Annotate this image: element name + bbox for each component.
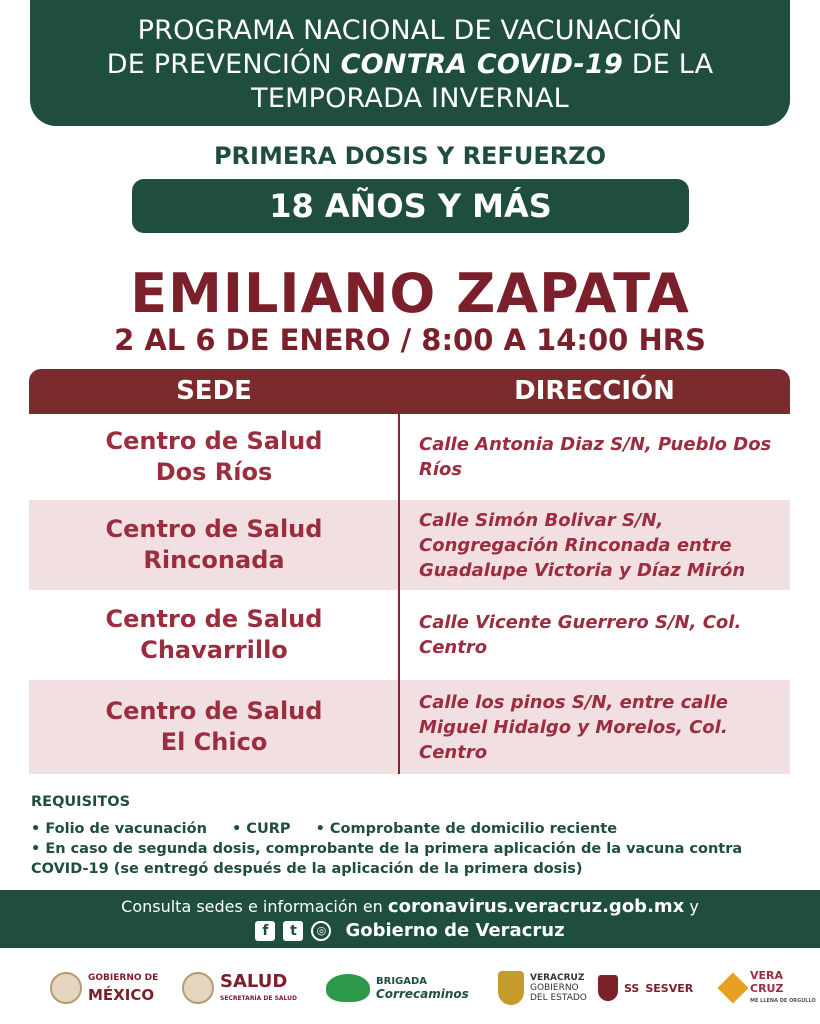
table-row [29,680,790,774]
logo-mexico-line-2: MÉXICO [88,985,155,1004]
table-row [29,590,790,680]
logo-brigada-line-2: Correcaminos [376,987,469,1001]
header-line-2-post: DE LA [622,49,714,80]
facebook-icon[interactable]: f [255,921,275,941]
table-row [29,414,790,500]
sites-table-header [29,369,790,414]
site-name-line-1: Centro de Salud [105,697,323,725]
footer-band [0,890,820,948]
government-name: Gobierno de Veracruz [345,920,565,941]
twitter-icon[interactable]: t [283,921,303,941]
requirement-item: • Comprobante de domicilio reciente [315,821,618,837]
logo-ss: SS [624,981,640,995]
table-row [29,500,790,590]
requirement-item: • CURP [231,821,291,837]
eagle-seal-icon [182,972,214,1004]
salud-logo [182,966,297,1010]
site-name-line-2: El Chico [160,728,268,756]
site-name-line-2: Chavarrillo [140,636,288,664]
logo-salud-line-1: SALUD [220,970,288,992]
logo-veracruz-line-1: VERACRUZ [530,973,585,983]
ss-shield-icon [598,975,618,1001]
sesver-logo [598,966,693,1010]
site-name-line-1: Centro de Salud [105,427,323,455]
header-line-2 [30,48,790,82]
schedule-dates: 2 AL 6 DE ENERO / 8:00 A 14:00 HRS [114,323,706,357]
requirements-list [31,819,791,839]
logo-salud-line-2: SECRETARÍA DE SALUD [220,994,297,1002]
dose-subtitle: PRIMERA DOSIS Y REFUERZO [213,142,607,170]
site-address: Calle los pinos S/N, entre calle Miguel Hidalgo y Morelos, Col. Centro [419,691,728,763]
site-name [29,590,399,680]
site-name-line-1: Centro de Salud [105,605,323,633]
column-header-sede: SEDE [176,376,252,406]
site-address: Calle Simón Bolivar S/N, Congregación Rinconada entre Guadalupe Victoria y Díaz Mirón [419,509,746,581]
municipality-title: EMILIANO ZAPATA [130,262,690,325]
site-name-line-1: Centro de Salud [105,515,323,543]
column-header-direccion: DIRECCIÓN [514,376,675,406]
header-line-2-bold: CONTRA COVID-19 [340,49,623,80]
logo-veracruz-line-3: DEL ESTADO [530,993,587,1003]
instagram-icon[interactable]: ◎ [311,921,331,941]
site-address: Calle Antonia Diaz S/N, Pueblo Dos Ríos [419,434,772,480]
logo-vc-line-3: ME LLENA DE ORGULLO [750,997,816,1004]
column-divider [398,414,400,774]
site-address: Calle Vicente Guerrero S/N, Col. Centro [419,612,742,658]
age-group-badge: 18 AÑOS Y MÁS [132,179,689,233]
campaign-header [30,0,790,126]
site-name [29,414,399,500]
logo-vc-line-2: CRUZ [750,981,784,995]
state-shield-icon [498,971,524,1005]
logo-mexico-line-1: GOBIERNO DE [88,972,159,983]
gobierno-mexico-logo [50,966,158,1010]
veracruz-orgullo-logo [722,966,816,1010]
requirements-title: REQUISITOS [31,794,131,810]
logo-sesver: SESVER [645,981,694,995]
site-name-line-2: Dos Ríos [155,458,273,486]
footer-y-text: y [684,897,699,916]
brigada-correcaminos-logo [326,966,469,1010]
eagle-seal-icon [50,972,82,1004]
site-name-line-2: Rinconada [143,546,285,574]
header-line-1: PROGRAMA NACIONAL DE VACUNACIÓN [137,15,683,46]
logo-vc-line-1: VERA [750,968,784,982]
header-line-2-pre: DE PREVENCIÓN [106,49,341,80]
veracruz-gobierno-logo [498,966,587,1010]
website-link[interactable]: coronavirus.veracruz.gob.mx [387,896,685,917]
footer-info [0,896,820,917]
veracruz-star-icon [717,972,748,1003]
site-name [29,500,399,590]
requirement-item: • Folio de vacunación [31,821,207,837]
requirement-item: • En caso de segunda dosis, comprobante de la primera aplicación de la vacuna contra [31,841,743,857]
header-line-3: TEMPORADA INVERNAL [251,83,569,114]
social-row [0,920,820,941]
footer-consulta-text: Consulta sedes e información en [121,897,388,916]
logo-veracruz-line-2: GOBIERNO [530,983,579,993]
logo-brigada-line-1: BRIGADA [376,976,428,987]
roadrunner-icon [326,974,370,1002]
sponsor-logos [0,958,820,1018]
requirement-item-continuation: COVID-19 (se entregó después de la aplicación de la primera dosis) [31,861,583,877]
site-name [29,680,399,774]
